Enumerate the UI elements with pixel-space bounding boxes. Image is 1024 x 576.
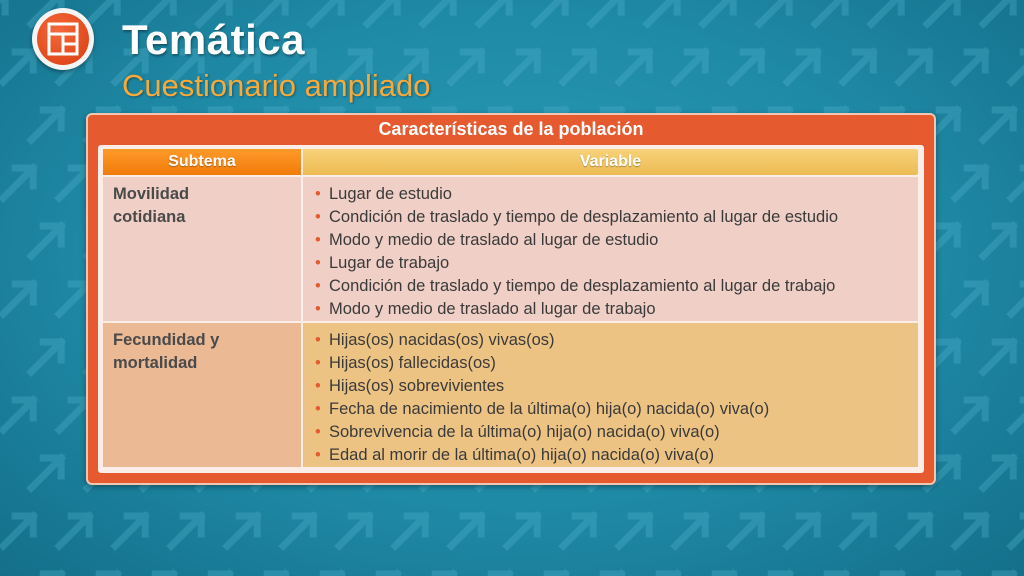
background-arrow — [535, 0, 565, 24]
page-title: Temática — [122, 16, 305, 63]
background-arrow — [59, 284, 89, 314]
panel-title: Características de la población — [378, 119, 644, 139]
background-arrow — [787, 52, 817, 82]
background-arrow — [3, 52, 33, 82]
background-arrow — [899, 52, 929, 82]
list-item: • Condición de traslado y tiempo de desplazamiento al lugar de trabajo — [315, 275, 918, 298]
background-arrow — [983, 226, 1013, 256]
background-arrow — [759, 0, 789, 24]
background-arrow — [3, 168, 33, 198]
background-arrow — [115, 516, 145, 546]
background-arrow — [1011, 516, 1024, 546]
column-header-subtema: Subtema — [103, 149, 301, 175]
subtema-label: Fecundidad y mortalidad — [113, 331, 220, 372]
background-arrow — [451, 516, 481, 546]
variable-list — [303, 177, 918, 321]
background-arrow — [1011, 168, 1024, 198]
list-item: • Lugar de trabajo — [315, 252, 918, 275]
background-arrow — [479, 0, 509, 24]
background-arrow — [171, 516, 201, 546]
variable-list — [303, 323, 918, 467]
row-subtema-movilidad — [103, 177, 301, 321]
background-arrow — [871, 0, 901, 24]
list-item: • Hijas(os) fallecidas(os) — [315, 352, 918, 375]
background-arrow — [507, 516, 537, 546]
background-arrow — [619, 52, 649, 82]
background-arrow — [227, 516, 257, 546]
population-characteristics-panel — [86, 113, 936, 485]
background-arrow — [367, 0, 397, 24]
background-arrow — [955, 168, 985, 198]
background-arrow — [1011, 400, 1024, 430]
background-arrow — [927, 0, 957, 24]
background-arrow — [591, 0, 621, 24]
row-variables-movilidad — [303, 177, 918, 321]
background-arrow — [283, 516, 313, 546]
background-arrow — [955, 52, 985, 82]
list-item: • Hijas(os) nacidas(os) vivas(os) — [315, 329, 918, 352]
list-item: • Hijas(os) sobrevivientes — [315, 375, 918, 398]
background-arrow — [843, 516, 873, 546]
background-arrow — [983, 110, 1013, 140]
list-item: • Modo y medio de traslado al lugar de estudio — [315, 229, 918, 252]
background-arrow — [843, 52, 873, 82]
background-arrow — [31, 226, 61, 256]
background-arrow — [787, 516, 817, 546]
variables-table — [98, 145, 924, 473]
window-grid-icon — [47, 22, 79, 56]
background-arrow — [563, 52, 593, 82]
background-arrow — [31, 458, 61, 488]
row-subtema-fecundidad — [103, 323, 301, 467]
page-subtitle: Cuestionario ampliado — [122, 68, 431, 103]
column-header-variable: Variable — [303, 149, 918, 175]
background-arrow — [31, 342, 61, 372]
background-arrow — [563, 516, 593, 546]
background-arrow — [3, 516, 33, 546]
background-arrow — [675, 516, 705, 546]
logo-badge — [32, 8, 94, 70]
background-arrow — [1011, 52, 1024, 82]
background-arrow — [59, 516, 89, 546]
background-arrow — [983, 0, 1013, 24]
background-arrow — [0, 0, 5, 24]
list-item: • Edad al morir de la última(o) hija(o) nacida(o) viva(o) — [315, 444, 918, 467]
background-arrow — [3, 400, 33, 430]
background-arrow — [87, 0, 117, 24]
list-item: • Lugar de estudio — [315, 183, 918, 206]
list-item: • Fecha de nacimiento de la última(o) hija(o) nacida(o) viva(o) — [315, 398, 918, 421]
background-arrow — [339, 516, 369, 546]
background-arrow — [423, 0, 453, 24]
background-arrow — [731, 516, 761, 546]
background-arrow — [1011, 284, 1024, 314]
background-arrow — [451, 52, 481, 82]
background-arrow — [815, 0, 845, 24]
list-item: • Condición de traslado y tiempo de desplazamiento al lugar de estudio — [315, 206, 918, 229]
background-arrow — [983, 342, 1013, 372]
background-arrow — [59, 400, 89, 430]
background-arrow — [983, 458, 1013, 488]
background-arrow — [955, 516, 985, 546]
background-arrow — [955, 284, 985, 314]
background-arrow — [675, 52, 705, 82]
list-item: • Modo y medio de traslado al lugar de trabajo — [315, 298, 918, 321]
background-arrow — [703, 0, 733, 24]
list-item: • Sobrevivencia de la última(o) hija(o) nacida(o) viva(o) — [315, 421, 918, 444]
background-arrow — [311, 0, 341, 24]
background-arrow — [731, 52, 761, 82]
background-arrow — [507, 52, 537, 82]
row-variables-fecundidad — [303, 323, 918, 467]
background-arrow — [619, 516, 649, 546]
background-arrow — [31, 110, 61, 140]
background-arrow — [59, 168, 89, 198]
background-arrow — [3, 284, 33, 314]
background-arrow — [647, 0, 677, 24]
background-arrow — [955, 400, 985, 430]
background-arrow — [899, 516, 929, 546]
background-arrow — [395, 516, 425, 546]
subtema-label: Movilidad cotidiana — [113, 185, 190, 226]
